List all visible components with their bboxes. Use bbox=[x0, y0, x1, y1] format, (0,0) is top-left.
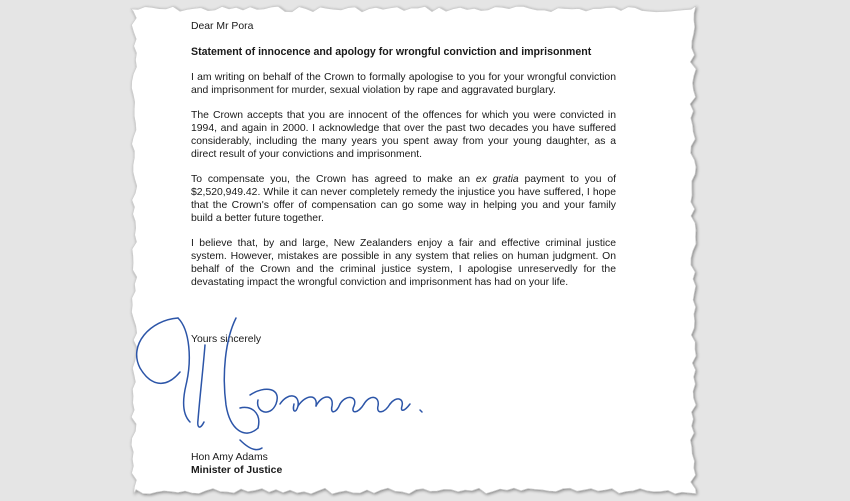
salutation: Dear Mr Pora bbox=[191, 21, 254, 32]
compensation-text-after: payment to you of $2,520,949.42. While it can never completely remedy the injustice you have suffered, I hope that the Crown's offer of compensation can go some way in helping you and your family build a better future together. bbox=[191, 174, 617, 224]
compensation-emphasis: ex gratia bbox=[475, 174, 519, 185]
paragraph-innocence: The Crown accepts that you are innocent of the offences for which you were convicted in 1994, and again in 2000. I acknowledge that over the past two decades you have suffered considerably, including the many years you spent away from your young daughter, as a direct result of your convictions and imprisonment. bbox=[191, 110, 616, 160]
paragraph-apology: I am writing on behalf of the Crown to formally apologise to you for your wrongful conviction and imprisonment for murder, sexual violation by rape and aggravated burglary. bbox=[191, 72, 616, 96]
signer-title: Minister of Justice bbox=[191, 465, 283, 476]
signer-block bbox=[191, 451, 282, 477]
letter-body bbox=[191, 20, 616, 289]
paragraph-compensation bbox=[191, 173, 616, 225]
signer-name: Hon Amy Adams bbox=[191, 452, 268, 463]
subject-line: Statement of innocence and apology for wrongful conviction and imprisonment bbox=[191, 46, 592, 58]
compensation-text-before: To compensate you, the Crown has agreed to make an bbox=[191, 174, 476, 185]
closing-line: Yours sincerely bbox=[191, 334, 262, 345]
paragraph-justice-system: I believe that, by and large, New Zealanders enjoy a fair and effective criminal justice system. However, mistakes are possible in any system that relies on human judgment. On behalf of the Crown and the criminal justice system, I apologise unreservedly for the devastating impact the wrongful conviction and imprisonment has had on your life. bbox=[191, 238, 616, 288]
